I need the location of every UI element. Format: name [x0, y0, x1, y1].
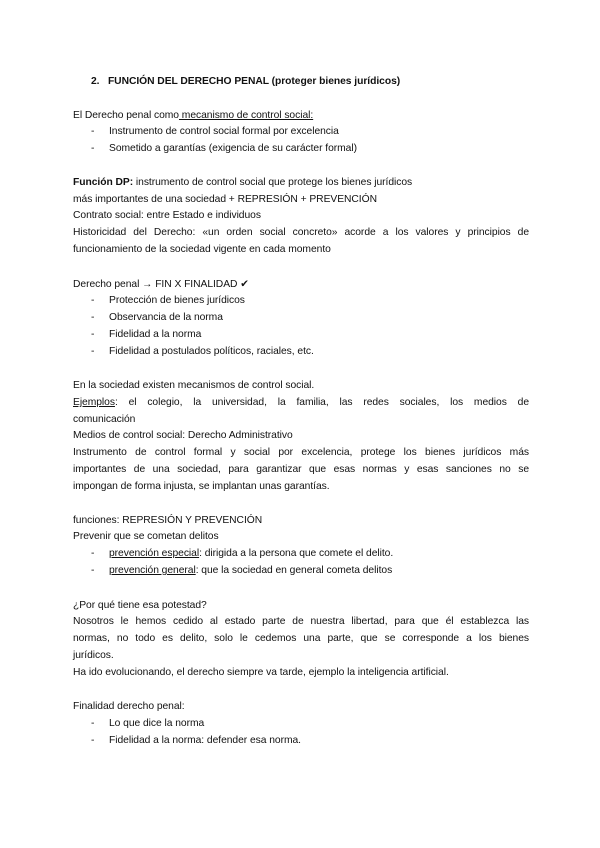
- list-item-text: Lo que dice la norma: [109, 718, 205, 729]
- list-dash: -: [91, 295, 95, 306]
- s4-line-3: comunicación: [73, 414, 136, 425]
- s6-line-4: jurídicos.: [73, 650, 114, 661]
- s2-line-1-text: instrumento de control social que protege los bienes jurídicos: [133, 177, 413, 188]
- list-item: [91, 125, 531, 139]
- s4-line-4: Medios de control social: Derecho Administrativo: [73, 430, 293, 441]
- s2-line-2: más importantes de una sociedad + REPRESIÓN + PREVENCIÓN: [73, 194, 377, 205]
- list-item-text: Instrumento de control social formal por excelencia: [109, 126, 339, 137]
- list-item: [91, 734, 531, 748]
- list-dash: -: [91, 329, 95, 340]
- list-item: [91, 328, 531, 342]
- s6-question: ¿Por qué tiene esa potestad?: [73, 600, 207, 611]
- list-item: [91, 345, 531, 359]
- s7-title: Finalidad derecho penal:: [73, 701, 185, 712]
- list-dash: -: [91, 718, 95, 729]
- s4-line-6: importantes de una sociedad, para garantizar que esas normas y esas sanciones no se: [73, 464, 529, 475]
- prevencion-especial-term: prevención especial: [109, 548, 200, 559]
- list-item: [91, 142, 531, 156]
- ejemplos-label: Ejemplos: [73, 397, 115, 408]
- s5-line-2: Prevenir que se cometan delitos: [73, 531, 219, 542]
- list-dash: -: [91, 565, 95, 576]
- s5-line-1: funciones: REPRESIÓN Y PREVENCIÓN: [73, 515, 263, 526]
- list-item-text: Sometido a garantías (exigencia de su carácter formal): [109, 143, 357, 154]
- s4-line-1: En la sociedad existen mecanismos de control social.: [73, 380, 315, 391]
- list-item: [91, 717, 531, 731]
- s4-line-7: impongan de forma injusta, se implantan unas garantías.: [73, 481, 330, 492]
- list-dash: -: [91, 126, 95, 137]
- list-item: [91, 311, 531, 325]
- list-dash: -: [91, 143, 95, 154]
- prevencion-general-term: prevención general: [109, 565, 196, 576]
- list-item-text: Observancia de la norma: [109, 312, 223, 323]
- s2-line-5: funcionamiento de la sociedad vigente en cada momento: [73, 244, 331, 255]
- s6-line-2: Nosotros le hemos cedido al estado parte de nuestra libertad, para que él establezca las: [73, 616, 529, 627]
- list-item-text: Fidelidad a la norma: [109, 329, 202, 340]
- list-item: [91, 547, 531, 561]
- s4-line-5: Instrumento de control formal y social por excelencia, protege los bienes jurídicos más: [73, 447, 529, 458]
- s6-line-5: Ha ido evolucionando, el derecho siempre va tarde, ejemplo la inteligencia artificial.: [73, 667, 449, 678]
- s1-intro-underlined: mecanismo de control social:: [178, 110, 314, 121]
- section-heading: [91, 75, 547, 89]
- s2-line-4: Historicidad del Derecho: «un orden social concreto» acorde a los valores y principios de: [73, 227, 529, 238]
- list-item: [91, 564, 531, 578]
- s2-line-3: Contrato social: entre Estado e individuos: [73, 210, 261, 221]
- s1-intro: [73, 109, 529, 123]
- funcion-dp-label: Función DP:: [73, 177, 134, 188]
- list-item-text: : dirigida a la persona que comete el delito.: [199, 548, 394, 559]
- list-dash: -: [91, 735, 95, 746]
- s1-intro-text: El Derecho penal como: [73, 110, 179, 121]
- list-dash: -: [91, 548, 95, 559]
- list-dash: -: [91, 312, 95, 323]
- list-item-text: Protección de bienes jurídicos: [109, 295, 245, 306]
- s3-title: Derecho penal → FIN X FINALIDAD ✔: [73, 279, 249, 290]
- s4-line-2: [73, 396, 529, 410]
- list-item-text: Fidelidad a la norma: defender esa norma.: [109, 735, 301, 746]
- s4-line-2-text: : el colegio, la universidad, la familia, las redes sociales, los medios de: [114, 397, 529, 408]
- heading-number: 2.: [91, 76, 100, 87]
- list-item-text: : que la sociedad en general cometa delitos: [195, 565, 393, 576]
- list-dash: -: [91, 346, 95, 357]
- list-item-text: Fidelidad a postulados políticos, raciales, etc.: [109, 346, 314, 357]
- s2-line-1: [73, 176, 529, 190]
- s6-line-3: normas, no todo es delito, solo le cedemos una parte, que se corresponde a los bienes: [73, 633, 529, 644]
- heading-title: FUNCIÓN DEL DERECHO PENAL (proteger bienes jurídicos): [107, 76, 401, 87]
- list-item: [91, 294, 531, 308]
